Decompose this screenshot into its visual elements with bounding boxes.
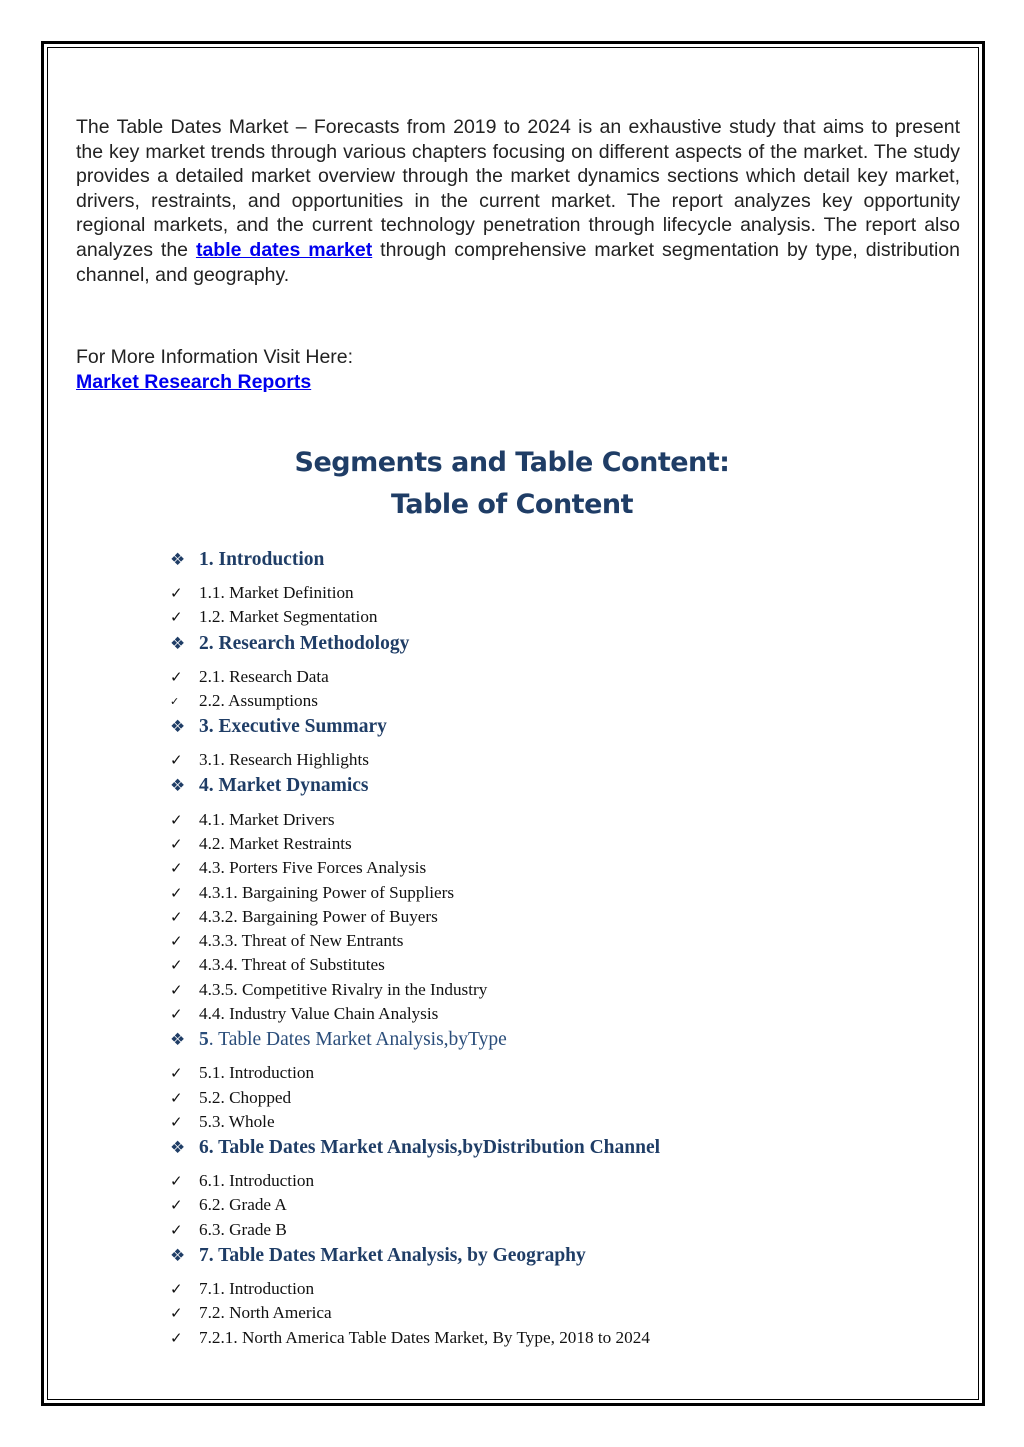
check-icon: ✓ (170, 1112, 183, 1131)
toc-section-label: 4. Market Dynamics (199, 775, 369, 797)
check-icon: ✓ (170, 883, 183, 902)
toc-item-label: 5.3. Whole (199, 1111, 275, 1131)
toc-item (170, 807, 910, 831)
toc-item (170, 1169, 910, 1193)
check-icon: ✓ (170, 751, 183, 770)
toc-item (170, 1301, 910, 1325)
check-icon: ✓ (170, 1005, 183, 1023)
toc-section-label: 6. Table Dates Market Analysis,byDistribution Channel (199, 1137, 661, 1159)
toc-item-label: 4.2. Market Restraints (199, 833, 352, 853)
check-icon: ✓ (170, 1304, 183, 1323)
toc-item-label: 7.1. Introduction (199, 1279, 315, 1299)
toc-item (170, 1218, 910, 1242)
toc-section (170, 772, 910, 800)
toc-item (170, 832, 910, 856)
toc-item (170, 689, 910, 713)
diamond-bullet-icon: ❖ (170, 1138, 186, 1159)
toc-item-label: 1.1. Market Definition (199, 583, 354, 603)
toc-item-label: 2.2. Assumptions (199, 691, 318, 711)
toc-section-label: 1. Introduction (199, 549, 325, 570)
toc-item (170, 1193, 910, 1217)
toc-item (170, 1277, 910, 1301)
toc-item (170, 1326, 910, 1350)
toc-item-label: 4.3.5. Competitive Rivalry in the Industry (199, 979, 488, 999)
toc-item (170, 1085, 910, 1109)
toc-section-label: . Table Dates Market Analysis,byType (208, 1029, 507, 1051)
diamond-bullet-icon: ❖ (170, 1245, 186, 1266)
toc-section (170, 630, 910, 658)
toc-item-label: 5.1. Introduction (199, 1063, 315, 1083)
check-icon: ✓ (170, 980, 183, 999)
toc-section (170, 713, 910, 741)
toc-section-label: 7. Table Dates Market Analysis, by Geography (199, 1244, 586, 1266)
toc-section (170, 1242, 910, 1270)
toc-item (170, 905, 910, 929)
toc-section-number: 5 (199, 1029, 209, 1051)
toc-item-label: 2.1. Research Data (199, 666, 329, 686)
check-icon: ✓ (170, 1064, 183, 1083)
toc-item (170, 929, 910, 953)
toc-item-label: 7.2. North America (199, 1303, 332, 1323)
toc-section (170, 546, 910, 574)
toc-item-label: 3.1. Research Highlights (199, 750, 369, 770)
toc-section-label: 3. Executive Summary (199, 716, 387, 738)
toc-heading: Table of Content (390, 489, 634, 520)
toc-item-label: 4.4. Industry Value Chain Analysis (199, 1004, 439, 1023)
diamond-bullet-icon: ❖ (170, 1030, 186, 1051)
toc-item (170, 665, 910, 689)
check-icon: ✓ (170, 1172, 183, 1191)
toc-item-label: 4.3.3. Threat of New Entrants (199, 931, 404, 951)
check-icon: ✓ (170, 608, 183, 627)
toc-item-label: 4.3. Porters Five Forces Analysis (199, 858, 427, 878)
toc-section (170, 1134, 910, 1162)
toc-item-label: 4.1. Market Drivers (199, 809, 335, 829)
toc-item-label: 1.2. Market Segmentation (199, 607, 378, 627)
toc-item (170, 953, 910, 977)
toc-item (170, 978, 910, 1002)
toc-item (170, 1061, 910, 1085)
toc-item (170, 581, 910, 605)
diamond-bullet-icon: ❖ (170, 717, 186, 738)
check-icon: ✓ (170, 932, 183, 951)
toc-item-label: 4.3.1. Bargaining Power of Suppliers (199, 882, 455, 902)
toc-section (170, 1026, 910, 1054)
more-info-block (76, 345, 676, 395)
more-info-label: For More Information Visit Here: (76, 346, 354, 368)
check-icon: ✓ (170, 956, 183, 975)
check-icon: ✓ (170, 810, 183, 829)
toc-item-label: 6.3. Grade B (199, 1219, 287, 1239)
toc-item (170, 748, 910, 772)
toc-item-label: 6.2. Grade A (199, 1195, 287, 1215)
intro-paragraph (76, 115, 960, 287)
diamond-bullet-icon: ❖ (170, 550, 186, 570)
table-dates-market-link[interactable]: table dates market (195, 238, 373, 261)
table-of-contents (170, 546, 910, 1350)
toc-item (170, 1002, 910, 1026)
check-icon: ✓ (170, 584, 183, 603)
check-icon: ✓ (170, 1220, 183, 1239)
check-icon: ✓ (170, 1196, 183, 1215)
toc-item-label: 4.3.4. Threat of Substitutes (199, 955, 385, 975)
toc-item-label: 5.2. Chopped (199, 1087, 292, 1107)
segments-heading: Segments and Table Content: (294, 447, 730, 478)
check-icon: ✓ (170, 1088, 183, 1107)
diamond-bullet-icon: ❖ (170, 633, 186, 654)
toc-item (170, 880, 910, 904)
intro-text-before: The Table Dates Market – Forecasts from 2019 to 2024 is an exhaustive study that aims to present the key market trends through various chapters focusing on different aspects of the market. The study provides a detailed market overview through the market dynamics sections which detail key market, drivers, restraints, and opportunities in the current market. The report analyzes key opportunity regional markets, and the current technology penetration through lifecycle analysis. The report also analyzes the (76, 116, 960, 261)
check-icon: ✓ (170, 907, 183, 926)
intro-text-after: through comprehensive market segmentation by type, distribution channel, and geography. (76, 238, 961, 286)
check-icon: ✓ (170, 1280, 183, 1299)
check-icon: ✓ (170, 1328, 183, 1347)
toc-item-label: 6.1. Introduction (199, 1171, 315, 1191)
toc-item-label: 7.2.1. North America Table Dates Market, By Type, 2018 to 2024 (199, 1327, 650, 1347)
diamond-bullet-icon: ❖ (170, 776, 186, 797)
toc-item (170, 1110, 910, 1134)
toc-item (170, 856, 910, 880)
toc-item (170, 605, 910, 629)
check-icon: ✓ (170, 667, 183, 686)
check-icon: ✓ (170, 834, 183, 853)
market-research-reports-link[interactable]: Market Research Reports (76, 371, 312, 393)
check-icon: ✓ (170, 694, 180, 708)
toc-section-label: 2. Research Methodology (199, 632, 410, 654)
toc-item-label: 4.3.2. Bargaining Power of Buyers (199, 906, 438, 926)
check-icon: ✓ (170, 859, 183, 878)
